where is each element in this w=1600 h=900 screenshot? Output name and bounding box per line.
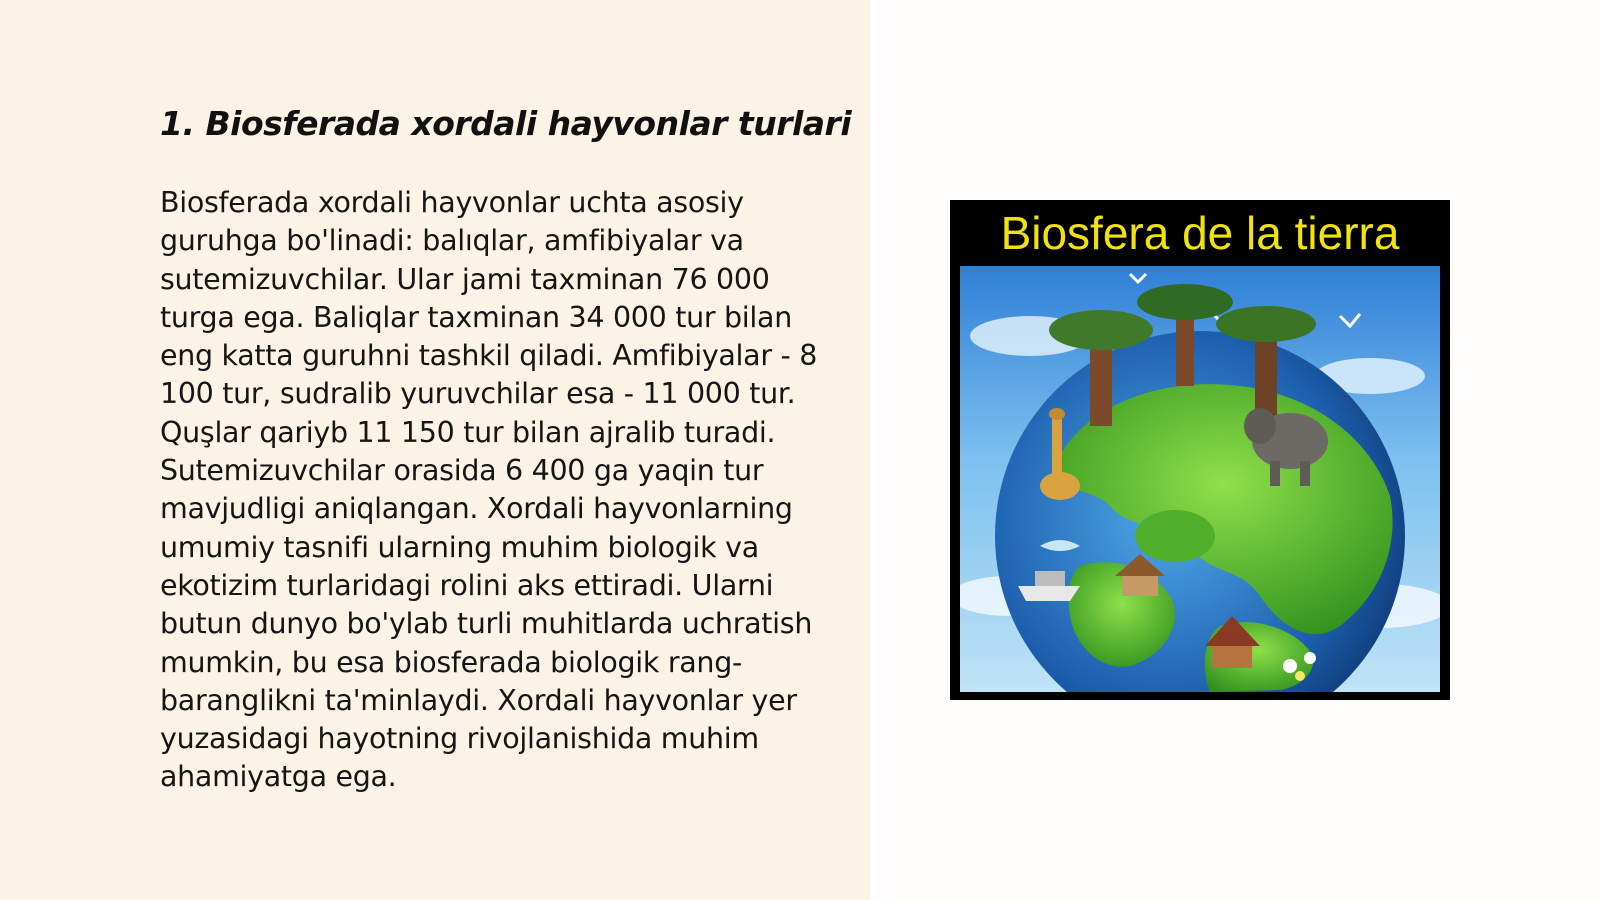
slide-body-text: Biosferada xordali hayvonlar uchta asosiy guruhga bo'linadi: balıqlar, amfibiyalar va sutemizuvchilar. Ular jami taxminan 76 000 turga ega. Baliqlar taxminan 34 000 tur bilan eng katta guruhni tashkil qiladi. Amfibiyalar - 8 100 tur, sudralib yuruvchilar esa - 11 000 tur. Quşlar qariyb 11 150 tur bilan ajralib turadi. Sutemizuvchilar orasida 6 400 ga yaqin tur mavjudligi aniqlangan. Xordali hayvonlarning umumiy tasnifi ularning muhim biologik va ekotizim turlaridagi rolini aks ettiradi. Ularni butun dunyo bo'ylab turli muhitlarda uchratish mumkin, bu esa biosferada biologik rang-baranglikni ta'minlaydi. Xordali hayvonlar yer yuzasidagi hayotning rivojlanishida muhim ahamiyatga ega. xyxy=(160,186,818,794)
picture-caption: Biosfera de la tierra xyxy=(1000,207,1400,259)
biosphere-illustration xyxy=(960,266,1440,692)
flower-icon xyxy=(1304,652,1316,664)
biosphere-picture xyxy=(950,200,1450,700)
flower-icon xyxy=(1283,659,1297,673)
slide-title: 1. Biosferada xordali hayvonlar turlari xyxy=(160,104,852,143)
bush-shape xyxy=(1135,510,1215,562)
flower-icon xyxy=(1295,671,1305,681)
